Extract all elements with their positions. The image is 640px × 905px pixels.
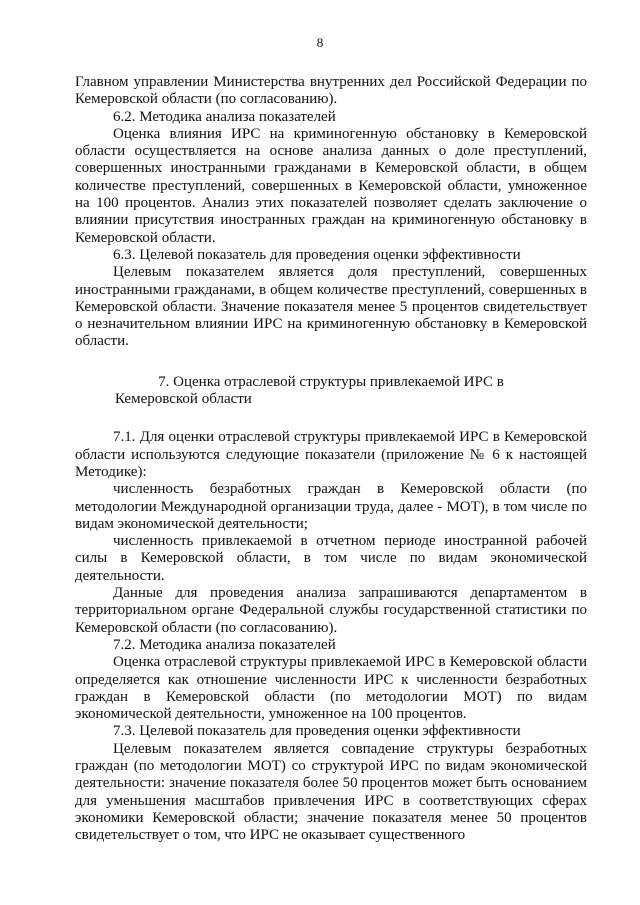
paragraph: численность безработных граждан в Кемеровской области (по методологии Международной организации труда, далее - МОТ), в том числе по видам экономической деятельности; <box>75 481 587 532</box>
section-7-heading: 7. Оценка отраслевой структуры привлекаемой ИРС в Кемеровской области <box>115 373 504 408</box>
paragraph: Оценка отраслевой структуры привлекаемой ИРС в Кемеровской области определяется как отношение численности ИРС к численности безработных граждан в Кемеровской области (по методологии МОТ) по видам экономической деятельности, умноженное на 100 процентов. <box>75 654 587 723</box>
paragraph: 6.3. Целевой показатель для проведения оценки эффективности <box>113 246 521 263</box>
paragraph: Целевым показателем является совпадение структуры безработных граждан (по методологии МОТ) со структурой ИРС по видам экономической деятельности: значение показателя более 50 процентов может быть основанием для уменьшения масштабов привлечения ИРС в соответствующих сферах экономики Кемеровской области; значение показателя менее 50 процентов свидетельствует о том, что ИРС не оказывает существенного <box>75 740 587 844</box>
paragraph: 7.3. Целевой показатель для проведения оценки эффективности <box>113 723 521 740</box>
paragraph: численность привлекаемой в отчетном периоде иностранной рабочей силы в Кемеровской области, в том числе по видам экономической деятельности. <box>75 533 587 584</box>
paragraph: 7.1. Для оценки отраслевой структуры привлекаемой ИРС в Кемеровской области используются следующие показатели (приложение № 6 к настоящей Методике): <box>75 429 587 480</box>
paragraph: 6.2. Методика анализа показателей <box>113 108 336 125</box>
page-number: 8 <box>316 35 324 50</box>
paragraph: Главном управлении Министерства внутренних дел Российской Федерации по Кемеровской области (по согласованию). <box>75 74 587 108</box>
paragraph: 7.2. Методика анализа показателей <box>113 636 336 653</box>
section-6-text <box>75 74 587 351</box>
paragraph: Целевым показателем является доля преступлений, совершенных иностранными гражданами, в общем количестве преступлений, совершенных в Кемеровской области. Значение показателя менее 5 процентов свидетельствует о незначительном влиянии ИРС на криминогенную обстановку в Кемеровской области. <box>75 264 587 350</box>
section-7-text <box>75 429 587 844</box>
paragraph: Оценка влияния ИРС на криминогенную обстановку в Кемеровской области осуществляется на основе анализа данных о доле преступлений, совершенных иностранными гражданами в Кемеровской области, в общем количестве преступлений, совершенных в Кемеровской области, умноженное на 100 процентов. Анализ этих показателей позволяет сделать заключение о влиянии присутствия иностранных граждан на криминогенную обстановку в Кемеровской области. <box>75 125 587 246</box>
paragraph: Данные для проведения анализа запрашиваются департаментом в территориальном органе Федеральной службы государственной статистики по Кемеровской области (по согласованию). <box>75 585 587 636</box>
document-body <box>75 74 587 844</box>
